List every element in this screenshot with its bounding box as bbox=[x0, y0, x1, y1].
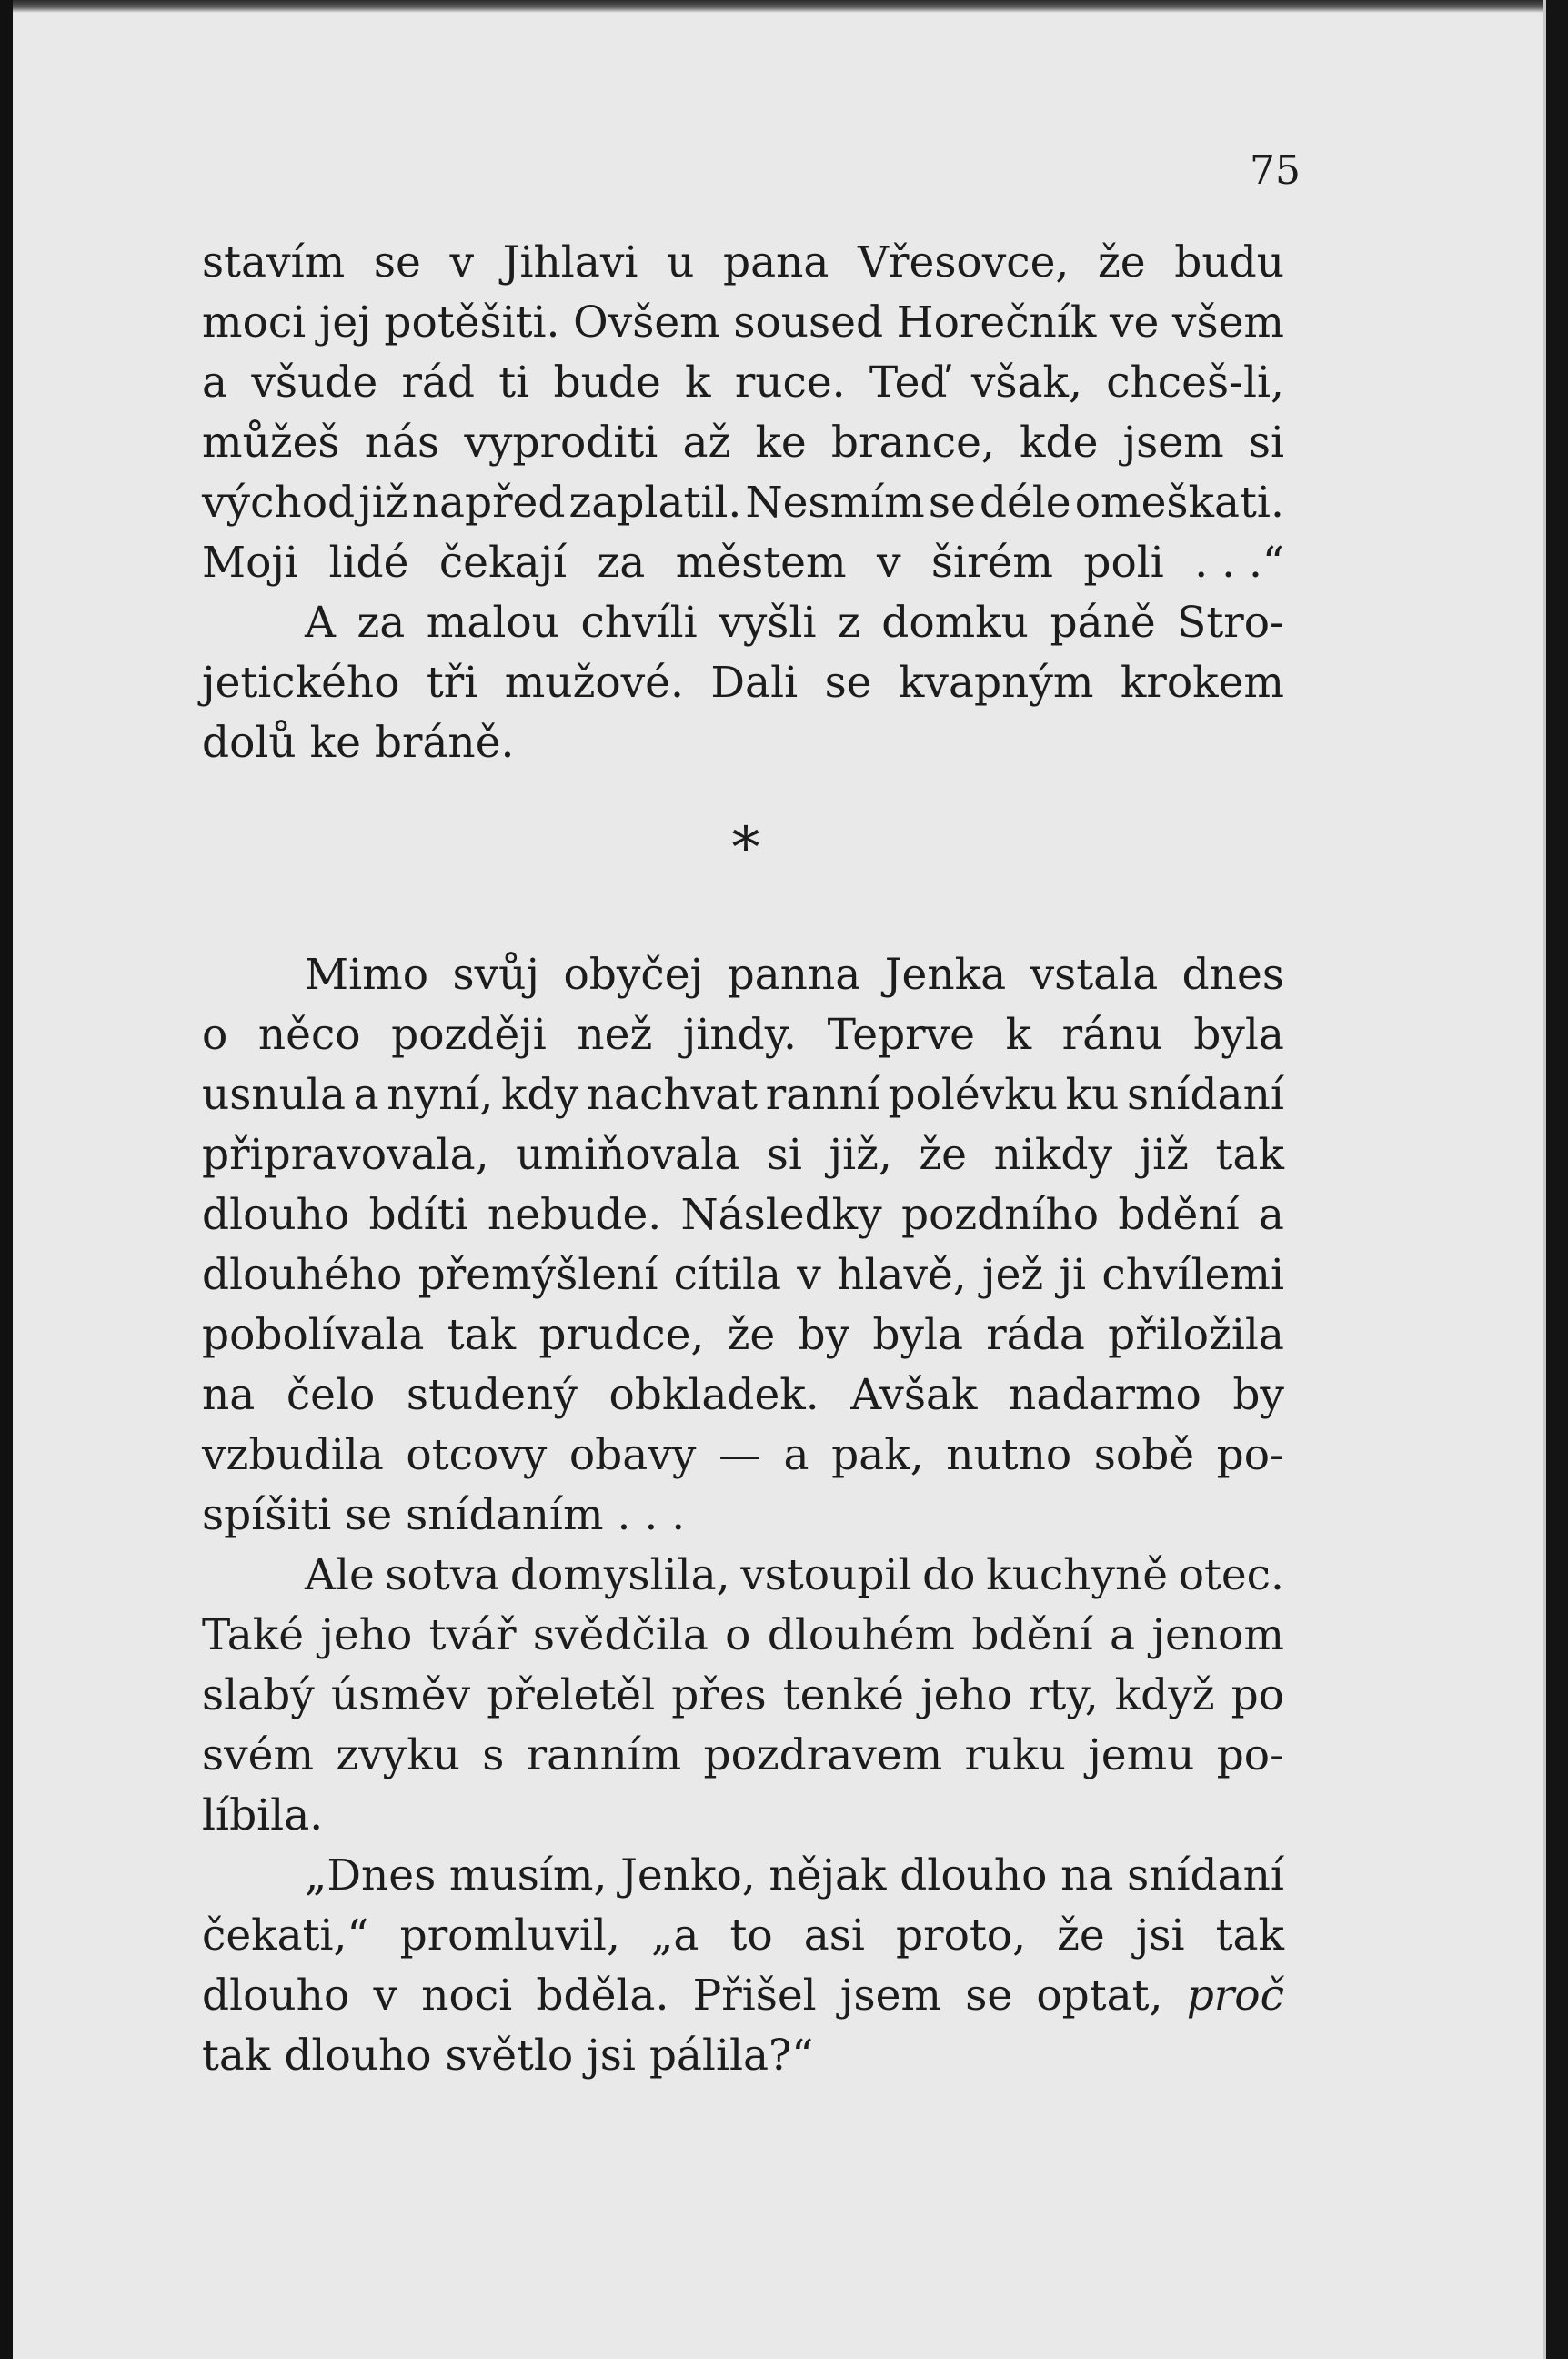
word: stavím bbox=[202, 237, 346, 287]
word: jenom bbox=[1151, 1610, 1284, 1660]
word: městem bbox=[675, 538, 847, 588]
word: ke bbox=[755, 418, 807, 468]
word: svém bbox=[202, 1730, 315, 1780]
word: Následky bbox=[680, 1190, 882, 1240]
text-line bbox=[202, 593, 1284, 653]
word: Mimo bbox=[305, 950, 429, 1000]
word: že bbox=[1098, 237, 1146, 287]
word: dlouho bbox=[202, 1971, 350, 2021]
word: mužové. bbox=[504, 658, 684, 708]
word: dlouhém bbox=[767, 1610, 956, 1660]
word: pozdního bbox=[900, 1190, 1100, 1240]
word: tak bbox=[1215, 1910, 1284, 1961]
word: umiňovala bbox=[516, 1130, 740, 1180]
word: již bbox=[358, 478, 408, 528]
word: přemýšlení bbox=[417, 1250, 658, 1300]
word: však, bbox=[970, 358, 1082, 408]
word: usnula bbox=[202, 1070, 346, 1120]
word: Jihlavi bbox=[502, 237, 638, 287]
word: slabý bbox=[202, 1670, 315, 1720]
text-line bbox=[202, 713, 1284, 773]
word: by bbox=[1232, 1370, 1284, 1420]
word: bdíti bbox=[368, 1190, 468, 1240]
text-line bbox=[202, 1306, 1284, 1366]
text-line bbox=[202, 1245, 1284, 1306]
word: kuchyně bbox=[986, 1550, 1169, 1600]
word: líbila. bbox=[202, 1790, 324, 1840]
word: přiložila bbox=[1108, 1310, 1284, 1360]
word: domku bbox=[881, 598, 1029, 648]
word: Stro- bbox=[1177, 598, 1284, 648]
word: k bbox=[1005, 1010, 1032, 1060]
word: Jenko, bbox=[620, 1850, 756, 1900]
text-line bbox=[202, 1546, 1284, 1606]
word: o bbox=[202, 1010, 228, 1060]
word: pozdravem bbox=[703, 1730, 943, 1780]
word: ruku bbox=[964, 1730, 1066, 1780]
word: studený bbox=[406, 1370, 578, 1420]
word: Ovšem bbox=[573, 297, 720, 348]
word: cítila bbox=[673, 1250, 781, 1300]
word: nadarmo bbox=[1009, 1370, 1201, 1420]
word: sotva bbox=[385, 1550, 500, 1600]
word: bude bbox=[553, 358, 661, 408]
word: si bbox=[1248, 418, 1284, 468]
word: sobě bbox=[1093, 1430, 1195, 1480]
text-line bbox=[202, 1426, 1284, 1486]
word: Vřesovce, bbox=[858, 237, 1070, 287]
word: jsem bbox=[839, 1971, 941, 2021]
word: páně bbox=[1050, 598, 1156, 648]
word: panna bbox=[727, 950, 861, 1000]
word: Moji bbox=[202, 538, 299, 588]
word: déle bbox=[979, 478, 1071, 528]
word: a bbox=[783, 1430, 809, 1480]
word: na bbox=[202, 1370, 256, 1420]
word: přeletěl bbox=[487, 1670, 656, 1720]
word: nutno bbox=[946, 1430, 1072, 1480]
word: proto, bbox=[896, 1910, 1027, 1961]
word: chvílemi bbox=[1101, 1250, 1284, 1300]
word: vstala bbox=[1030, 950, 1159, 1000]
word: po bbox=[1231, 1670, 1284, 1720]
word: se bbox=[965, 1971, 1013, 2021]
text-line bbox=[202, 1666, 1284, 1726]
word: Teď bbox=[869, 358, 948, 408]
word: vstoupil bbox=[740, 1550, 912, 1600]
word: po- bbox=[1216, 1430, 1284, 1480]
word: se bbox=[824, 658, 872, 708]
word: jsem bbox=[1122, 418, 1224, 468]
word: nebude. bbox=[487, 1190, 662, 1240]
word: tři bbox=[426, 658, 478, 708]
word: bděla. bbox=[536, 1971, 669, 2021]
word: že bbox=[727, 1310, 776, 1360]
word: nyní, bbox=[387, 1070, 494, 1120]
word: nachvat bbox=[586, 1070, 759, 1120]
word: jej bbox=[318, 297, 371, 348]
word: tak dlouho světlo jsi pálila?“ bbox=[202, 2031, 814, 2081]
word: se bbox=[373, 237, 421, 287]
word: prudce, bbox=[538, 1310, 705, 1360]
word: když bbox=[1114, 1670, 1215, 1720]
word: ránu bbox=[1061, 1010, 1163, 1060]
word: obavy bbox=[568, 1430, 697, 1480]
word: obkladek. bbox=[608, 1370, 819, 1420]
word: poli bbox=[1083, 538, 1164, 588]
word: v bbox=[373, 1971, 398, 2021]
word: bdění bbox=[1118, 1190, 1240, 1240]
word: rty, bbox=[1029, 1670, 1099, 1720]
text-line bbox=[202, 1366, 1284, 1426]
word: již, bbox=[829, 1130, 892, 1180]
word: by bbox=[798, 1310, 850, 1360]
word: v bbox=[876, 538, 901, 588]
word: krokem bbox=[1120, 658, 1284, 708]
word: se bbox=[928, 478, 976, 528]
word: lidé bbox=[328, 538, 409, 588]
word: Teprve bbox=[827, 1010, 975, 1060]
word: bdění bbox=[971, 1610, 1093, 1660]
word: spíšiti se snídaním . . . bbox=[202, 1490, 686, 1540]
text-line bbox=[202, 653, 1284, 713]
word: za bbox=[357, 598, 406, 648]
word: to bbox=[729, 1910, 773, 1961]
word: Dali bbox=[710, 658, 799, 708]
word: vyproditi bbox=[464, 418, 658, 468]
text-line bbox=[202, 533, 1284, 593]
word: jeho bbox=[920, 1670, 1012, 1720]
word: asi bbox=[803, 1910, 865, 1961]
word: ranním bbox=[526, 1730, 682, 1780]
word: pana bbox=[723, 237, 829, 287]
word: východ bbox=[202, 478, 356, 528]
word: o bbox=[725, 1610, 751, 1660]
word: na bbox=[1060, 1850, 1114, 1900]
section-two-text bbox=[202, 945, 1284, 2086]
word: tvář bbox=[428, 1610, 517, 1660]
word: v bbox=[449, 237, 474, 287]
text-line bbox=[202, 473, 1284, 533]
word: kde bbox=[1020, 418, 1099, 468]
word: „a bbox=[651, 1910, 699, 1961]
word: byla bbox=[872, 1310, 964, 1360]
word: něco bbox=[257, 1010, 361, 1060]
word: již bbox=[1139, 1130, 1189, 1180]
word: malou bbox=[426, 598, 559, 648]
text-line bbox=[202, 1486, 1284, 1546]
text-line bbox=[202, 1786, 1284, 1846]
word: a bbox=[202, 358, 228, 408]
word: z bbox=[837, 598, 860, 648]
word: zaplatil. bbox=[568, 478, 742, 528]
word: domyslila, bbox=[509, 1550, 730, 1600]
word: všude bbox=[251, 358, 378, 408]
word: optat, bbox=[1036, 1971, 1163, 2021]
word: kvapným bbox=[898, 658, 1094, 708]
word: jemu bbox=[1088, 1730, 1195, 1780]
text-line bbox=[202, 1185, 1284, 1245]
word: „Dnes bbox=[305, 1850, 437, 1900]
word: tenké bbox=[782, 1670, 904, 1720]
word: do bbox=[922, 1550, 976, 1600]
word: úsměv bbox=[330, 1670, 471, 1720]
word: s bbox=[482, 1730, 505, 1780]
word: omeškati. bbox=[1074, 478, 1284, 528]
word: moci bbox=[202, 297, 307, 348]
word: si bbox=[766, 1130, 802, 1180]
word: později bbox=[391, 1010, 547, 1060]
word: v bbox=[797, 1250, 821, 1300]
word: tak bbox=[447, 1310, 517, 1360]
word: noci bbox=[421, 1971, 513, 2021]
text-line bbox=[202, 1726, 1284, 1786]
word: dlouho bbox=[202, 1190, 350, 1240]
word: zvyku bbox=[336, 1730, 460, 1780]
word: rád bbox=[401, 358, 476, 408]
word: soused bbox=[733, 297, 884, 348]
word: čekati,“ bbox=[202, 1910, 369, 1961]
word: nikdy bbox=[993, 1130, 1112, 1180]
word: ji bbox=[1059, 1250, 1087, 1300]
word: musím, bbox=[448, 1850, 608, 1900]
word: A bbox=[305, 598, 336, 648]
word: jetického bbox=[202, 658, 400, 708]
word: u bbox=[667, 237, 695, 287]
word: Také bbox=[202, 1610, 305, 1660]
word: obyčej bbox=[563, 950, 704, 1000]
book-spine-right bbox=[1546, 0, 1568, 2359]
word: Přišel bbox=[692, 1971, 817, 2021]
word: Horečník bbox=[896, 297, 1097, 348]
section-one-text bbox=[202, 233, 1284, 773]
word: pobolívala bbox=[202, 1310, 425, 1360]
word: připravovala, bbox=[202, 1130, 489, 1180]
word: promluvil, bbox=[399, 1910, 620, 1961]
page-top-edge bbox=[13, 0, 1568, 13]
text-line bbox=[202, 945, 1284, 1005]
word: jež bbox=[982, 1250, 1044, 1300]
word: dolů ke bráně. bbox=[202, 718, 515, 768]
text-line bbox=[202, 1125, 1284, 1185]
word: čelo bbox=[286, 1370, 376, 1420]
word: za bbox=[597, 538, 646, 588]
word: nás bbox=[364, 418, 440, 468]
word: budu bbox=[1174, 237, 1284, 287]
word: Jenka bbox=[884, 950, 1007, 1000]
word: dlouhého bbox=[202, 1250, 403, 1300]
word: jeho bbox=[320, 1610, 413, 1660]
word: kdy bbox=[501, 1070, 579, 1120]
text-line bbox=[202, 1005, 1284, 1065]
word: přes bbox=[671, 1670, 767, 1720]
book-spine-left bbox=[0, 0, 13, 2359]
word: polévku bbox=[888, 1070, 1059, 1120]
text-line bbox=[202, 233, 1284, 293]
word: čekají bbox=[438, 538, 568, 588]
word: . . .“ bbox=[1194, 538, 1284, 588]
word: byla bbox=[1193, 1010, 1284, 1060]
word: chvíli bbox=[580, 598, 698, 648]
word: tak bbox=[1215, 1130, 1284, 1180]
word: a bbox=[1258, 1190, 1284, 1240]
word: ráda bbox=[986, 1310, 1085, 1360]
text-line bbox=[202, 1846, 1284, 1906]
word: širém bbox=[930, 538, 1053, 588]
word: vzbudila bbox=[202, 1430, 384, 1480]
word: všem bbox=[1171, 297, 1284, 348]
word: vyšli bbox=[719, 598, 817, 648]
text-line bbox=[202, 353, 1284, 413]
text-line bbox=[202, 1966, 1284, 2026]
word: k bbox=[685, 358, 711, 408]
word: snídaní bbox=[1127, 1070, 1284, 1120]
section-separator: * bbox=[731, 814, 760, 881]
word: hlavě, bbox=[837, 1250, 967, 1300]
word: snídaní bbox=[1127, 1850, 1284, 1900]
word: ve bbox=[1109, 297, 1160, 348]
word: ranní bbox=[765, 1070, 880, 1120]
text-line bbox=[202, 413, 1284, 473]
word: — bbox=[718, 1430, 761, 1480]
word: nějak bbox=[769, 1850, 887, 1900]
word: potěšiti. bbox=[384, 297, 560, 348]
word: napřed bbox=[411, 478, 566, 528]
word: až bbox=[682, 418, 731, 468]
word: než bbox=[577, 1010, 653, 1060]
text-line bbox=[202, 2026, 1284, 2086]
word: po- bbox=[1216, 1730, 1284, 1780]
word: Avšak bbox=[850, 1370, 978, 1420]
word: ku bbox=[1065, 1070, 1120, 1120]
word: a bbox=[353, 1070, 379, 1120]
word: že bbox=[1057, 1910, 1105, 1961]
word: a bbox=[1110, 1610, 1136, 1660]
word: ruce. bbox=[734, 358, 846, 408]
text-line bbox=[202, 1065, 1284, 1125]
word: svědčila bbox=[532, 1610, 709, 1660]
word: brance, bbox=[830, 418, 995, 468]
word: dlouho bbox=[900, 1850, 1048, 1900]
word: Nesmím bbox=[745, 478, 925, 528]
text-line bbox=[202, 1606, 1284, 1666]
word: pak, bbox=[831, 1430, 924, 1480]
word: jsi bbox=[1135, 1910, 1185, 1961]
word: proč bbox=[1186, 1971, 1284, 2021]
text-line bbox=[202, 293, 1284, 353]
word: jindy. bbox=[682, 1010, 797, 1060]
word: Ale bbox=[305, 1550, 375, 1600]
word: chceš-li, bbox=[1106, 358, 1284, 408]
word: můžeš bbox=[202, 418, 340, 468]
word: otec. bbox=[1178, 1550, 1284, 1600]
word: ti bbox=[498, 358, 530, 408]
text-line bbox=[202, 1906, 1284, 1966]
word: že bbox=[919, 1130, 967, 1180]
word: otcovy bbox=[406, 1430, 548, 1480]
word: svůj bbox=[452, 950, 539, 1000]
page-number: 75 bbox=[1250, 147, 1301, 194]
word: dnes bbox=[1181, 950, 1284, 1000]
